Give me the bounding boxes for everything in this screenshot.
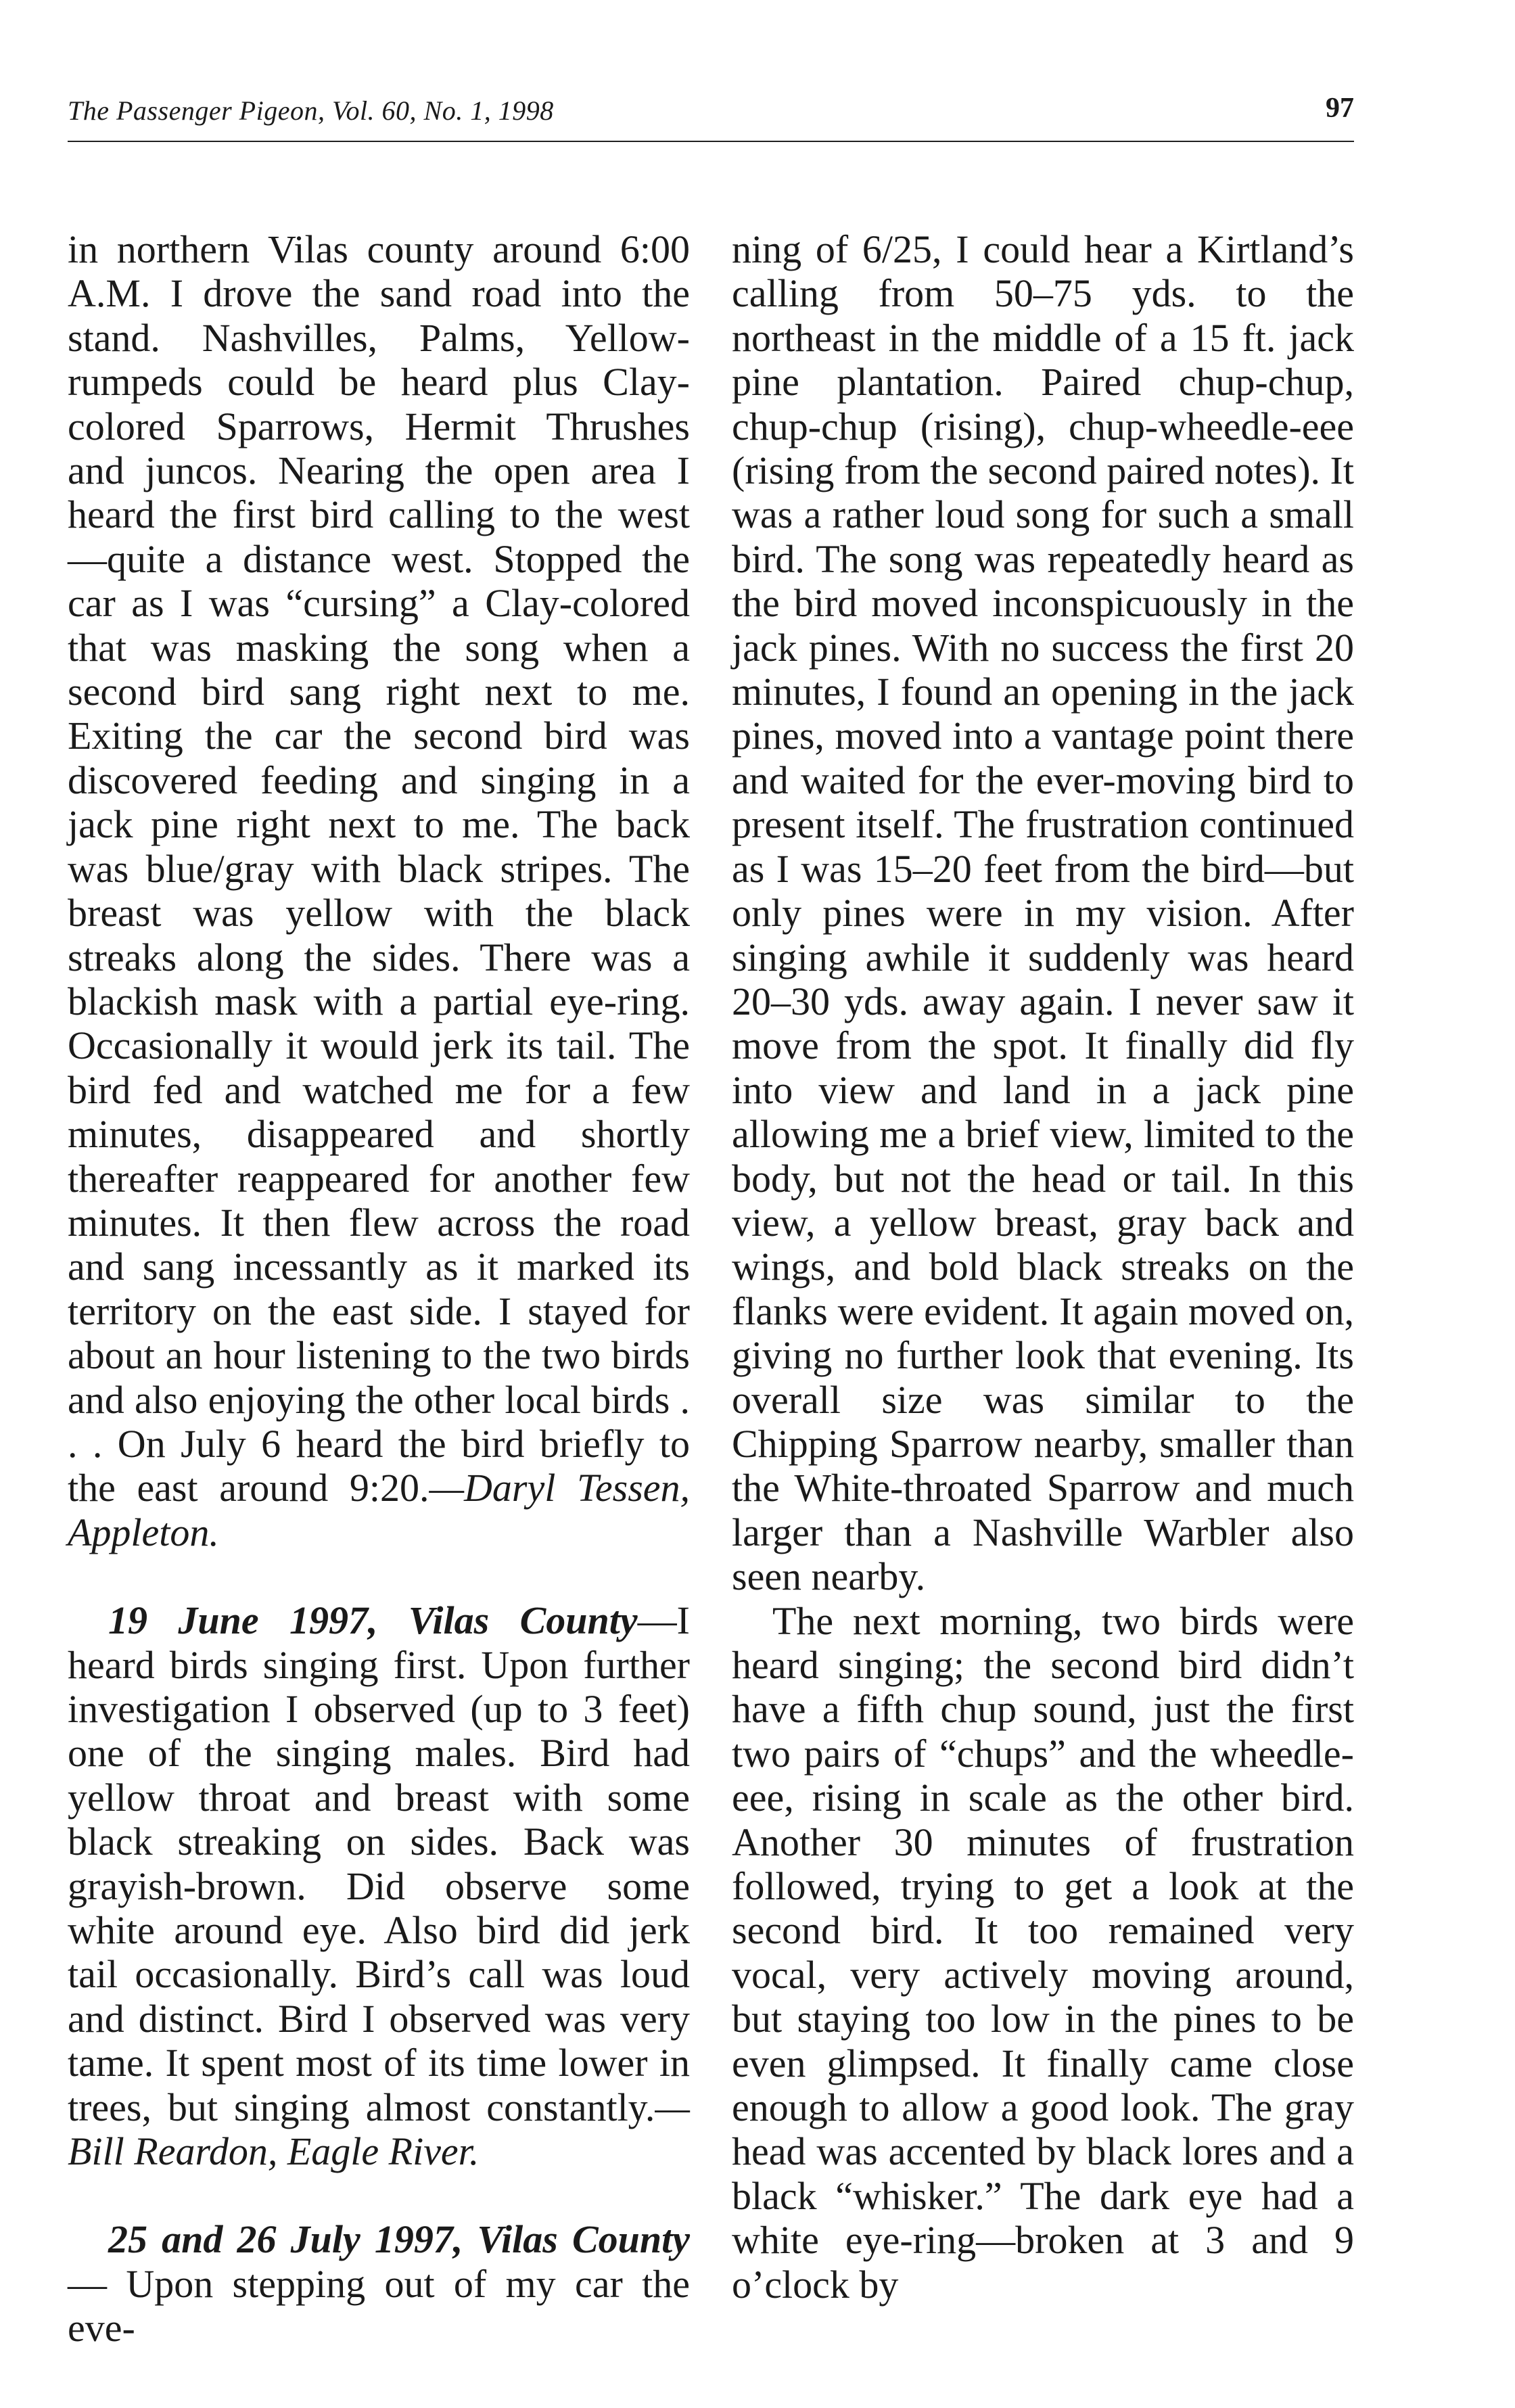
page-number: 97 — [1326, 93, 1354, 124]
left-column — [68, 227, 691, 2351]
tessen-text-body: I drove the sand road into the stand. Nashvilles, Palms, Yellow-rumpeds could be heard plus Clay-colored Sparrows, Hermit Thrushes and juncos. Nearing the open area I heard the first bird calling to the west—quite a distance west. Stopped the car as I was “cursing” a Clay-colored that was masking the song when a second bird sang right next to me. Exiting the car the second bird was discovered feeding and singing in a jack pine right next to me. The back was blue/gray with black stripes. The breast was yellow with the black streaks along the sides. There was a blackish mask with a partial eye-ring. Occasionally it would jerk its tail. The bird fed and watched me for a few minutes, disappeared and shortly thereafter reappeared for another few minutes. It then flew across the road and sang incessantly as it marked its territory on the east side. I stayed for about an hour listening to the two birds and also enjoying the other local birds . . . On July 6 heard the bird briefly to the east around 9:20. — [68, 271, 690, 1510]
reardon-date-heading: 19 June 1997, Vilas County — [108, 1598, 638, 1643]
reardon-text-body: —I heard birds singing first. Upon further investigation I observed (up to 3 feet) one of the singing males. Bird had yellow throat and breast with some black streaking on sides. Back was grayish-brown. Did observe some white around eye. Also bird did jerk tail occasionally. Bird’s call was loud and distinct. Bird I observed was very tame. It spent most of its time lower in trees, but singing almost constantly. — [68, 1598, 690, 2129]
july-text-start: — Upon stepping out of my car the eve- — [68, 2261, 690, 2351]
time-am: A.M. — [68, 271, 151, 316]
paragraph-tessen-report — [68, 227, 690, 1554]
july-date-heading: 25 and 26 July 1997, Vilas County — [108, 2217, 690, 2262]
tessen-signature: —Daryl Tessen, Appleton. — [68, 1466, 691, 1554]
reardon-signature: —Bill Reardon, Eagle River. — [68, 2085, 690, 2174]
tessen-text-start: in northern Vilas county around 6:00 — [68, 227, 690, 271]
paragraph-next-morning: The next morning, two birds were heard singing; the second bird didn’t have a fifth chup sound, just the first two pairs of “chups” and the wheedle-eee, rising in scale as the other bird. Another 30 minutes of frustration followed, trying to get a look at the second bird. It too remained very vocal, very actively moving around, but staying too low in the pines to be even glimpsed. It finally came close enough to allow a good look. The gray head was accented by black lores and a black “whisker.” The dark eye had a white eye-ring—broken at 3 and 9 o’clock by — [732, 1598, 1354, 2307]
paragraph-july-report — [68, 2217, 690, 2350]
paragraph-evening-observation: ning of 6/25, I could hear a Kirtland’s calling from 50–75 yds. to the northeast in the middle of a 15 ft. jack pine plantation. Paired chup-chup, chup-chup (rising), chup-wheedle-eee (rising from the second paired notes). It was a rather loud song for such a small bird. The song was repeatedly heard as the bird moved inconspicuously in the jack pines. With no success the first 20 minutes, I found an opening in the jack pines, moved into a vantage point there and waited for the ever-moving bird to present itself. The frustration continued as I was 15–20 feet from the bird—but only pines were in my vision. After singing awhile it suddenly was heard 20–30 yds. away again. I never saw it move from the spot. It finally did fly into view and land in a jack pine allowing me a brief view, limited to the body, but not the head or tail. In this view, a yellow breast, gray back and wings, and bold black streaks on the flanks were evident. It again moved on, giving no further look that evening. Its overall size was similar to the Chipping Sparrow nearby, smaller than the White-throated Sparrow and much larger than a Nashville Warbler also seen nearby. — [732, 227, 1354, 1599]
paragraph-reardon-report — [68, 1598, 690, 2173]
running-header — [68, 87, 1354, 142]
journal-title: The Passenger Pigeon, Vol. 60, No. 1, 1998 — [68, 95, 554, 126]
right-column — [732, 227, 1354, 2324]
